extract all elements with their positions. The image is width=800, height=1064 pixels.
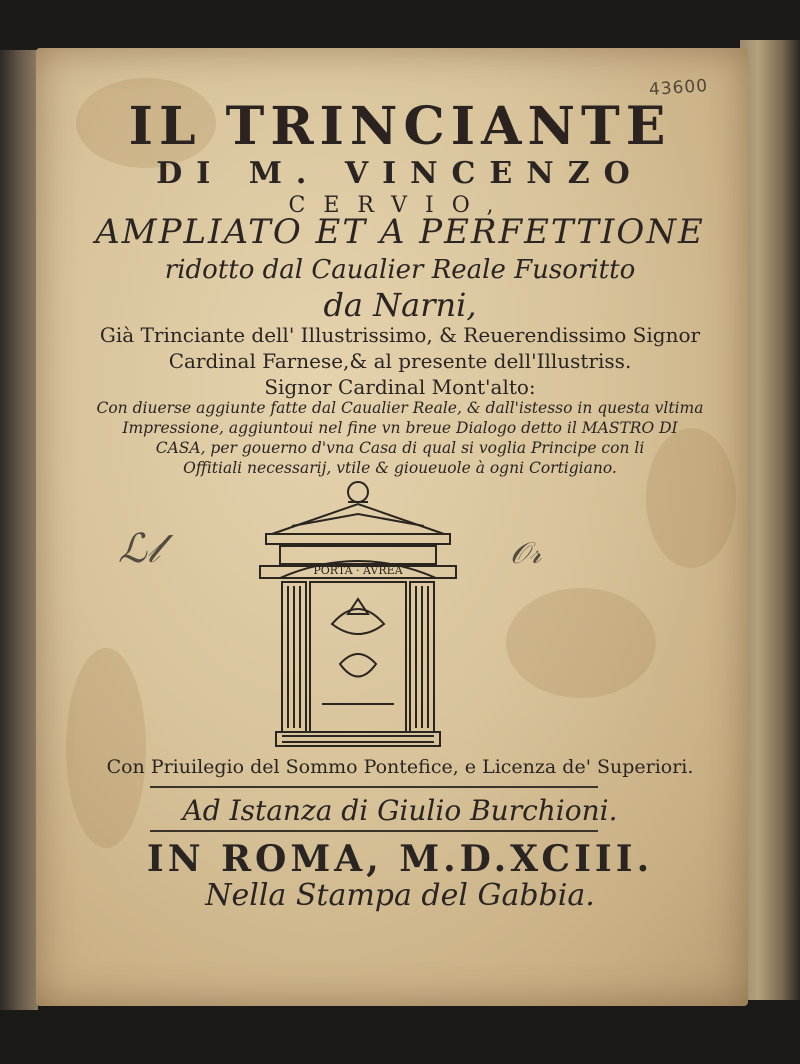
description-line: Cardinal Farnese,& al presente dell'Illustriss. [168,349,632,373]
additions-line: Impressione, aggiuntoui nel fine vn breue Dialogo detto il MASTRO DI [122,419,678,437]
additions-line: Con diuerse aggiunte fatte dal Caualier Reale, & dall'istesso in questa vltima [96,399,704,417]
divider-rule [150,786,598,788]
press-line: Nella Stampa del Gabbia. [205,878,595,913]
handwritten-inscription: ℒ𝓁 [118,526,161,572]
foxing-stain [506,588,656,698]
handwritten-inscription: 𝒪𝓇 [510,536,542,571]
subtitle: AMPLIATO ET A PERFETTIONE [95,212,705,252]
description-line: Già Trinciante dell' Illustrissimo, & Reuerendissimo Signor [99,323,701,347]
divider-rule [150,830,598,832]
author-surname: CERVIO, [288,193,512,218]
description-line: Signor Cardinal Mont'alto: [264,375,536,399]
additions-line: CASA, per gouerno d'vna Casa di qual si voglia Principe con li [155,439,645,457]
imprint-city-date: IN ROMA, M.D.XCIII. [146,838,654,880]
shelfmark-number: 43600 [648,75,709,101]
printer-line: Ad Istanza di Giulio Burchioni. [182,794,618,827]
reviser-origin: da Narni, [323,286,477,324]
printers-device [252,474,464,756]
printers-device-woodcut [252,474,464,756]
additions-line: Offitiali necessarij, vtile & gioueuole à ogni Cortigiano. [183,459,617,477]
privilege-line: Con Priuilegio del Sommo Pontefice, e Licenza de' Superiori. [106,756,694,778]
device-motto: PORTA · AVREA [313,564,403,577]
book-title: IL TRINCIANTE [128,96,672,157]
reviser-line: ridotto dal Caualier Reale Fusoritto [164,255,636,285]
author-line: DI M. VINCENZO [156,156,644,191]
